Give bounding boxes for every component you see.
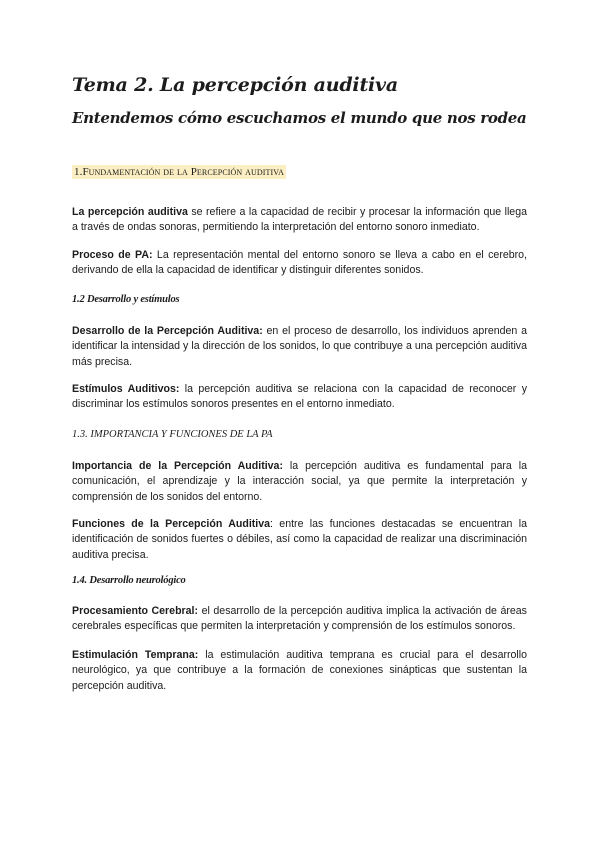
paragraph-desarrollo bbox=[72, 324, 527, 370]
definition: la estimulación auditiva temprana es crucial para el desarrollo neurológico, ya que contribuye a la formación de conexiones sinápticas que sustentan la percepción auditiva. bbox=[72, 649, 528, 692]
section-heading-2: 1.2 Desarrollo y estímulos bbox=[72, 294, 180, 305]
definition: la percepción auditiva es fundamental para la comunicación, el aprendizaje y la interacción social, ya que permite la interpretación y comprensión de los sonidos del entorno. bbox=[72, 460, 527, 503]
term: Importancia de la Percepción Auditiva: bbox=[72, 460, 283, 472]
definition: el desarrollo de la percepción auditiva implica la activación de áreas cerebrales específicas que permiten la interpretación y comprensión de los estímulos sonoros. bbox=[72, 605, 527, 633]
page-title: Tema 2. La percepción auditiva bbox=[72, 74, 398, 96]
definition: la percepción auditiva se relaciona con la capacidad de reconocer y discriminar los estímulos sonoros presentes en el entorno inmediato. bbox=[72, 383, 527, 411]
term: Desarrollo de la Percepción Auditiva: bbox=[72, 325, 263, 337]
paragraph-funciones bbox=[72, 517, 527, 563]
term: Proceso de PA: bbox=[72, 249, 153, 261]
section-heading-3: 1.3. IMPORTANCIA Y FUNCIONES DE LA PA bbox=[72, 429, 273, 440]
paragraph-percepcion-auditiva bbox=[72, 205, 527, 236]
paragraph-estimulos bbox=[72, 382, 527, 413]
paragraph-estimulacion bbox=[72, 648, 527, 694]
term: Estimulación Temprana: bbox=[72, 649, 199, 661]
definition: : entre las funciones destacadas se encuentran la identificación de sonidos fuertes o débiles, así como la capacidad de realizar una discriminación auditiva precisa. bbox=[72, 518, 527, 561]
definition: La representación mental del entorno sonoro se lleva a cabo en el cerebro, derivando de ella la capacidad de identificar y distinguir diferentes sonidos. bbox=[72, 249, 527, 277]
page-subtitle: Entendemos cómo escuchamos el mundo que nos rodea bbox=[72, 109, 527, 127]
term: La percepción auditiva bbox=[72, 206, 188, 218]
definition: en el proceso de desarrollo, los individuos aprenden a identificar la intensidad y la dirección de los sonidos, lo que contribuye a una percepción auditiva más precisa. bbox=[72, 325, 527, 368]
term: Procesamiento Cerebral: bbox=[72, 605, 199, 617]
paragraph-proceso-pa bbox=[72, 248, 527, 279]
section-heading-4: 1.4. Desarrollo neurológico bbox=[72, 575, 186, 586]
paragraph-procesamiento bbox=[72, 604, 527, 635]
paragraph-importancia bbox=[72, 459, 527, 505]
section-heading-1: 1.Fundamentación de la Percepción auditiva bbox=[74, 166, 284, 178]
definition: se refiere a la capacidad de recibir y procesar la información que llega a través de ondas sonoras, permitiendo la interpretación del entorno sonoro inmediato. bbox=[72, 206, 527, 234]
term: Estímulos Auditivos: bbox=[72, 383, 180, 395]
term: Funciones de la Percepción Auditiva bbox=[72, 518, 271, 530]
